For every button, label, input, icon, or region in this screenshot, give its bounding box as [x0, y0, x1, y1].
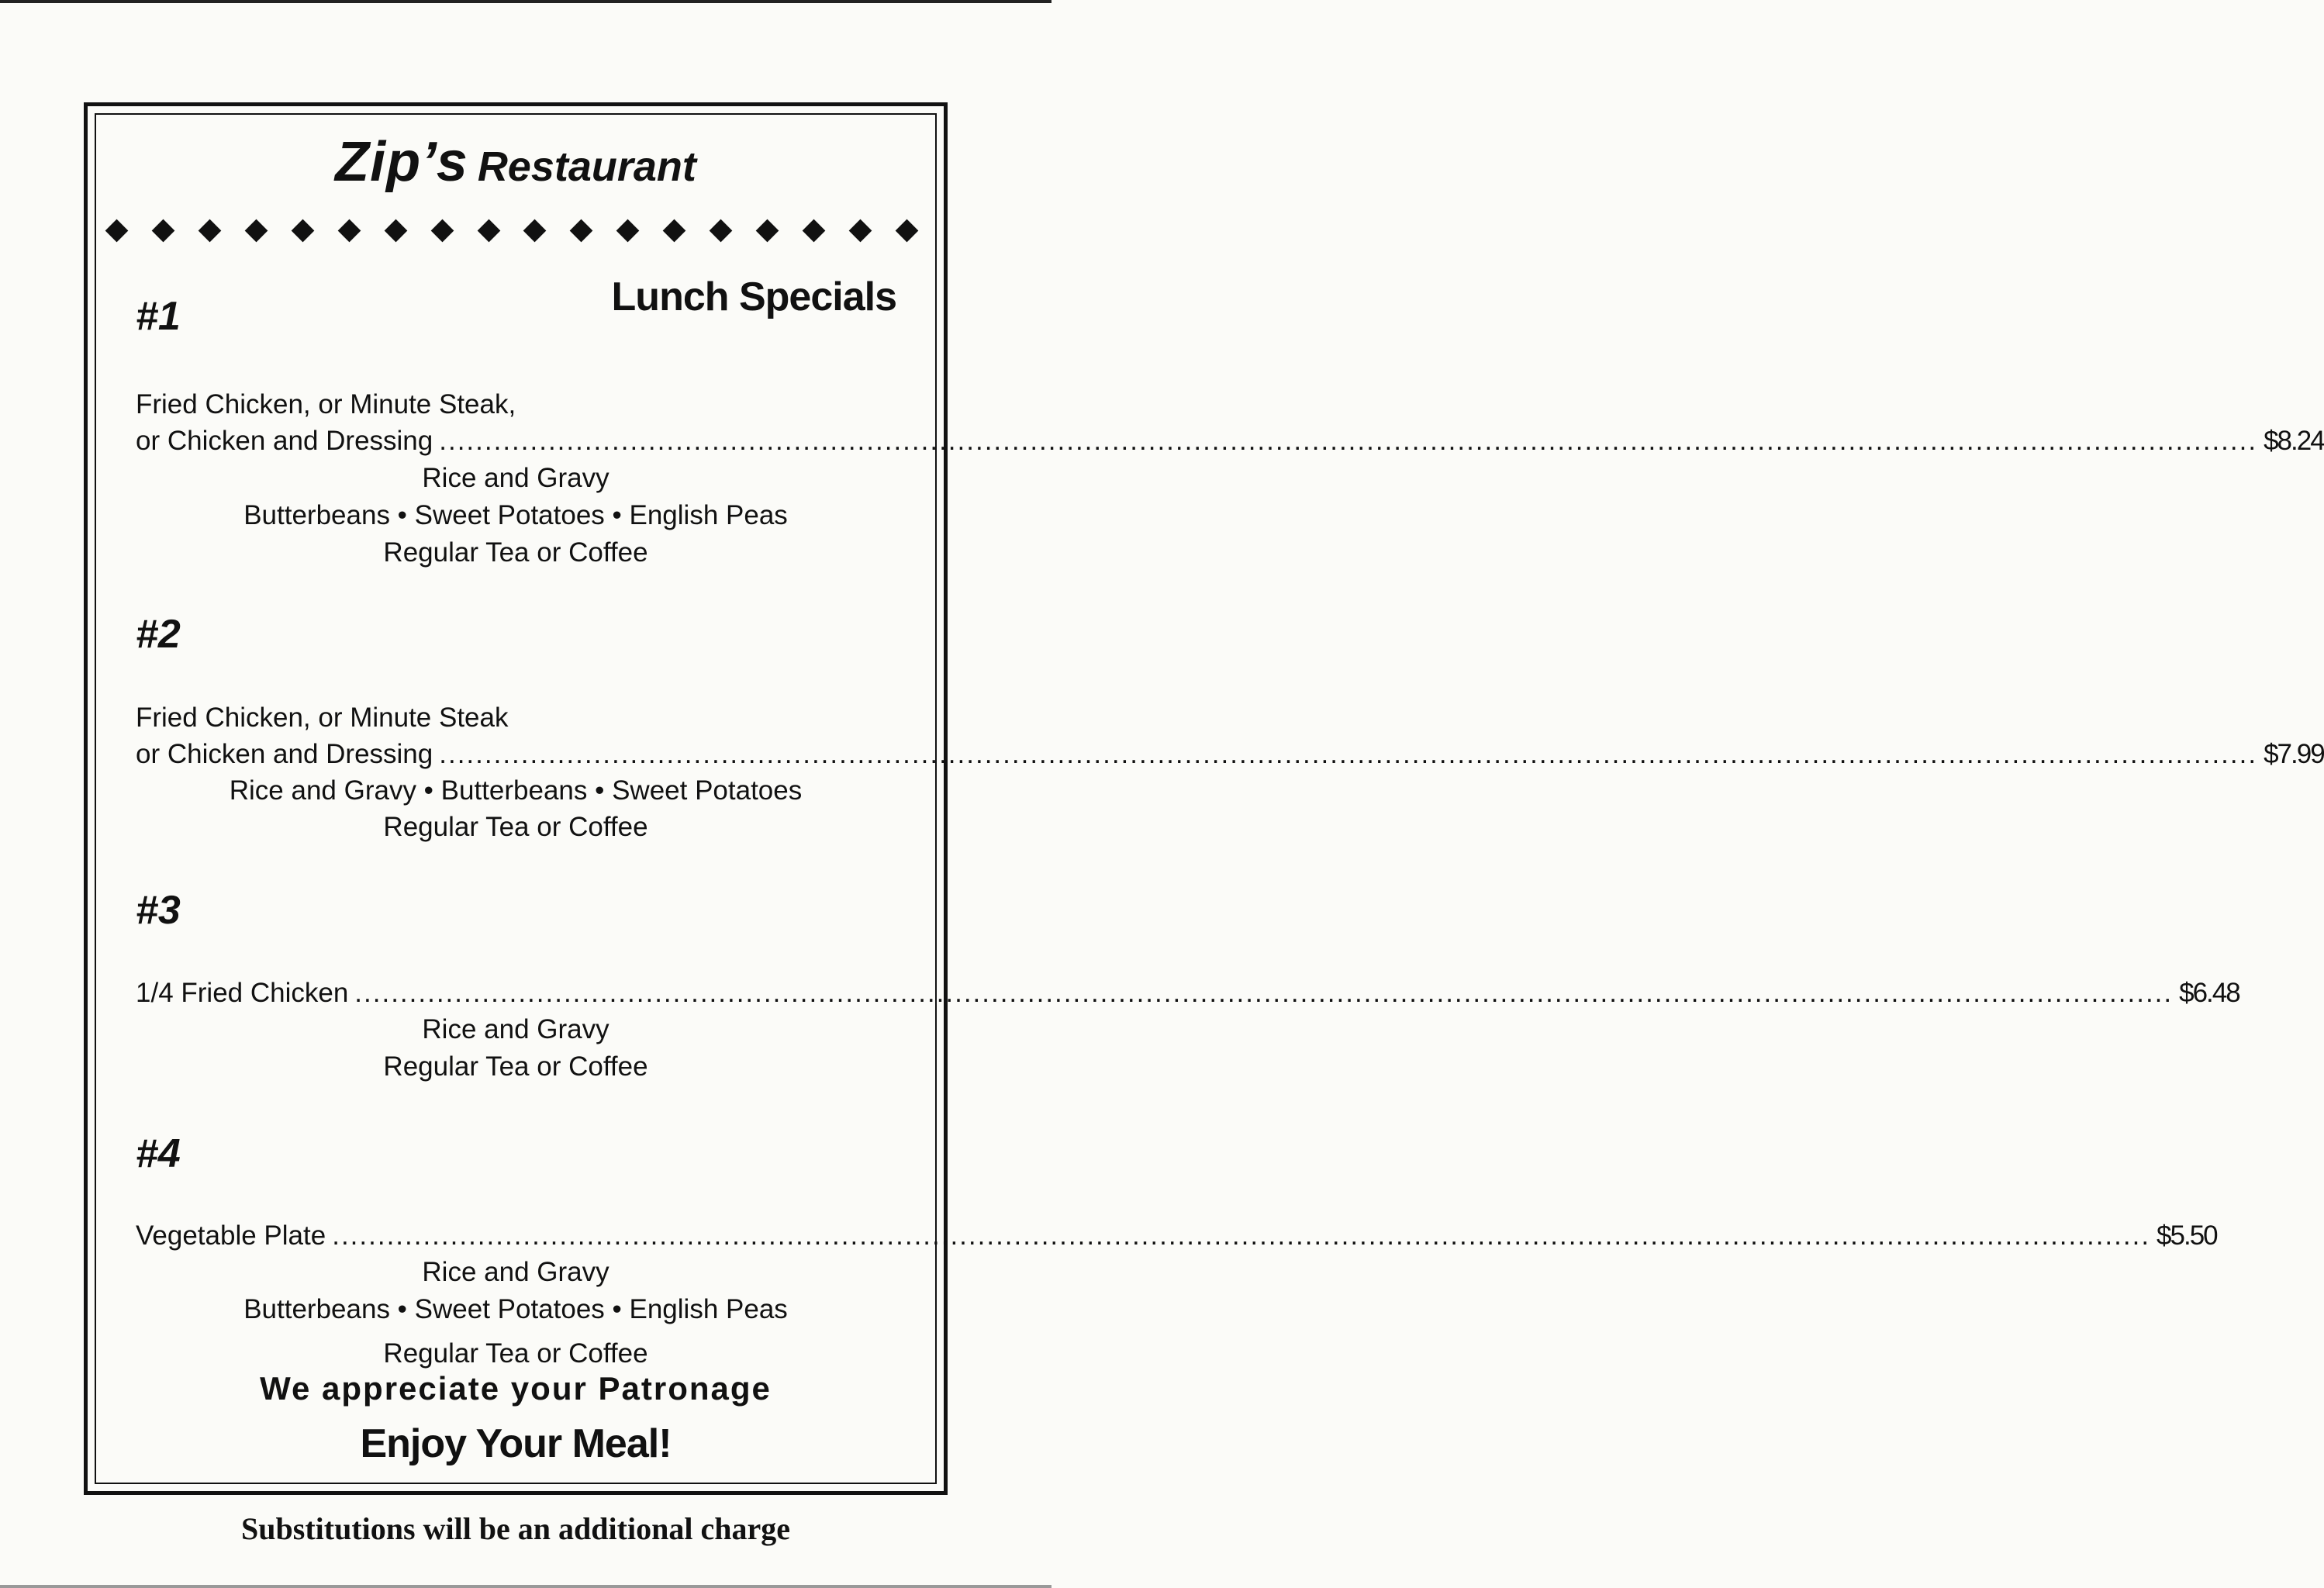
diamond-divider — [109, 219, 915, 243]
special-1-side-1: Rice and Gravy — [422, 463, 609, 493]
section-title: Lunch Specials — [611, 274, 896, 319]
leader-dots: ........................................................................................................................................................................................................ — [332, 1220, 2151, 1251]
page-top-edge — [0, 0, 1051, 3]
special-1-line1: Fried Chicken, or Minute Steak, — [136, 389, 516, 419]
diamond-ornament — [430, 219, 454, 243]
special-2-side-1: Rice and Gravy • Butterbeans • Sweet Potatoes — [229, 775, 803, 806]
restaurant-title — [0, 130, 1031, 194]
special-1-line2: or Chicken and Dressing — [136, 426, 433, 456]
thanks-message: We appreciate your Patronage — [260, 1370, 772, 1407]
special-1-number: #1 — [136, 294, 181, 339]
diamond-ornament — [663, 219, 686, 243]
restaurant-name: Zip’s — [335, 131, 468, 193]
diamond-ornament — [523, 219, 547, 243]
special-1-price-row — [136, 426, 2324, 457]
diamond-ornament — [849, 219, 872, 243]
diamond-ornament — [570, 219, 593, 243]
special-4-number: #4 — [136, 1131, 181, 1176]
special-4-side-1: Rice and Gravy — [422, 1257, 609, 1287]
diamond-ornament — [384, 219, 407, 243]
special-4-side-3: Regular Tea or Coffee — [383, 1338, 648, 1369]
special-2-price: $7.99 — [2264, 739, 2324, 769]
special-2-line1: Fried Chicken, or Minute Steak — [136, 703, 509, 733]
restaurant-word: Restaurant — [477, 143, 696, 190]
leader-dots: ........................................................................................................................................................................................................ — [439, 426, 2258, 456]
special-1-side-2: Butterbeans • Sweet Potatoes • English Peas — [243, 500, 788, 530]
special-2-price-row — [136, 739, 2324, 770]
enjoy-message: Enjoy Your Meal! — [360, 1421, 672, 1466]
special-2-line2: or Chicken and Dressing — [136, 739, 433, 769]
diamond-ornament — [244, 219, 268, 243]
special-3-side-2: Regular Tea or Coffee — [383, 1051, 648, 1082]
special-2-number: #2 — [136, 612, 181, 657]
special-4-line2: Vegetable Plate — [136, 1220, 326, 1251]
special-3-price-row — [136, 978, 2239, 1009]
diamond-ornament — [477, 219, 500, 243]
diamond-ornament — [896, 219, 919, 243]
substitution-note: Substitutions will be an additional charge — [241, 1511, 790, 1546]
leader-dots: ........................................................................................................................................................................................................ — [354, 978, 2174, 1008]
diamond-ornament — [152, 219, 175, 243]
diamond-ornament — [105, 219, 129, 243]
leader-dots: ........................................................................................................................................................................................................ — [439, 739, 2258, 769]
diamond-ornament — [199, 219, 222, 243]
special-3-side-1: Rice and Gravy — [422, 1014, 609, 1044]
diamond-ornament — [291, 219, 314, 243]
special-4-price: $5.50 — [2157, 1220, 2217, 1251]
diamond-ornament — [710, 219, 733, 243]
page-bottom-edge — [0, 1585, 1051, 1588]
special-3-line2: 1/4 Fried Chicken — [136, 978, 349, 1008]
diamond-ornament — [616, 219, 640, 243]
special-3-price: $6.48 — [2179, 978, 2239, 1008]
special-2-side-2: Regular Tea or Coffee — [383, 812, 648, 842]
special-3-number: #3 — [136, 888, 181, 933]
special-4-side-2: Butterbeans • Sweet Potatoes • English Peas — [243, 1294, 788, 1324]
diamond-ornament — [803, 219, 826, 243]
diamond-ornament — [756, 219, 779, 243]
special-1-price: $8.24 — [2264, 426, 2324, 456]
special-1-side-3: Regular Tea or Coffee — [383, 537, 648, 568]
special-4-price-row — [136, 1220, 2217, 1251]
diamond-ornament — [337, 219, 361, 243]
